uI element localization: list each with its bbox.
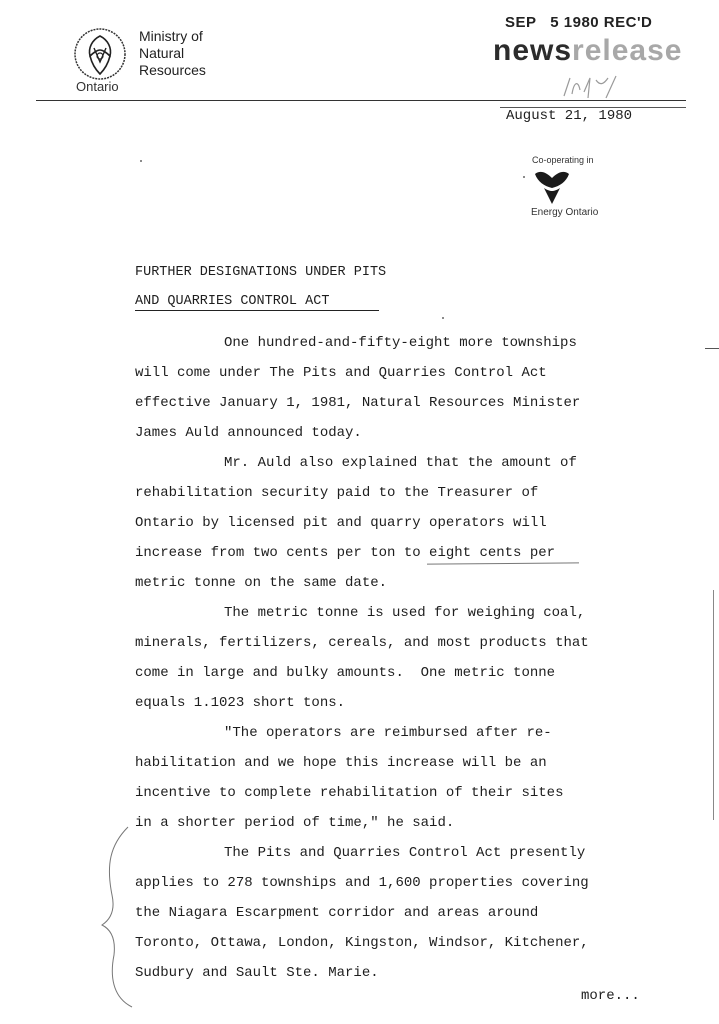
margin-mark [713, 590, 714, 820]
continued-indicator: more... [581, 988, 640, 1004]
ministry-line-1: Ministry of [139, 28, 203, 44]
handwritten-bracket-mark [98, 825, 138, 1010]
paragraph-1 [135, 328, 695, 448]
text-line: One hundred-and-fifty-eight more townships [224, 335, 577, 351]
margin-mark [705, 348, 719, 349]
text-line: minerals, fertilizers, cereals, and most products that [135, 635, 589, 651]
text-line: The metric tonne is used for weighing coal, [224, 605, 586, 621]
paragraph-3 [135, 598, 695, 718]
text-line: Mr. Auld also explained that the amount of [224, 455, 577, 471]
energy-ontario-label: Energy Ontario [531, 207, 599, 218]
header-divider-line [36, 100, 686, 101]
text-line: habilitation and we hope this increase will be an [135, 755, 547, 771]
ministry-name [139, 28, 206, 79]
title-line-1: FURTHER DESIGNATIONS UNDER PITS [135, 265, 387, 280]
received-date-stamp: SEP 5 1980 REC'D [505, 14, 653, 31]
ministry-line-2: Natural [139, 45, 185, 61]
text-line: applies to 278 townships and 1,600 properties covering [135, 875, 589, 891]
energy-ontario-logo [532, 168, 572, 206]
text-line: the Niagara Escarpment corridor and areas around [135, 905, 539, 921]
ontario-label: Ontario [76, 79, 119, 94]
ministry-line-3: Resources [139, 62, 206, 78]
release-date: August 21, 1980 [506, 108, 633, 124]
text-line: "The operators are reimbursed after re- [224, 725, 552, 741]
cooperating-label: Co-operating in [532, 155, 594, 165]
paragraph-4 [135, 718, 695, 838]
text-line: incentive to complete rehabilitation of their sites [135, 785, 564, 801]
text-line: James Auld announced today. [135, 425, 362, 441]
text-line: effective January 1, 1981, Natural Resources Minister [135, 395, 581, 411]
release-title [135, 258, 386, 316]
text-line: rehabilitation security paid to the Treasurer of [135, 485, 539, 501]
news-word: news [493, 34, 573, 67]
ontario-trillium-crest-logo [72, 26, 128, 84]
text-line: increase from two cents per ton to eight cents per [135, 545, 556, 561]
text-line: Ontario by licensed pit and quarry operators will [135, 515, 547, 531]
paragraph-5 [135, 838, 695, 988]
text-line: in a shorter period of time," he said. [135, 815, 455, 831]
text-line: Toronto, Ottawa, London, Kingston, Windsor, Kitchener, [135, 935, 589, 951]
paragraph-2 [135, 448, 695, 598]
speck [523, 176, 525, 178]
title-line-2: AND QUARRIES CONTROL ACT [135, 293, 379, 311]
text-line: come in large and bulky amounts. One metric tonne [135, 665, 556, 681]
text-line: The Pits and Quarries Control Act presently [224, 845, 586, 861]
text-line: will come under The Pits and Quarries Control Act [135, 365, 547, 381]
text-line: Sudbury and Sault Ste. Marie. [135, 965, 379, 981]
text-line: metric tonne on the same date. [135, 575, 388, 591]
handwritten-initials [560, 72, 630, 110]
speck [442, 317, 444, 319]
speck [140, 160, 142, 162]
text-line: equals 1.1023 short tons. [135, 695, 346, 711]
release-body [135, 328, 695, 988]
release-word: release [572, 34, 683, 67]
news-release-banner [493, 34, 682, 68]
